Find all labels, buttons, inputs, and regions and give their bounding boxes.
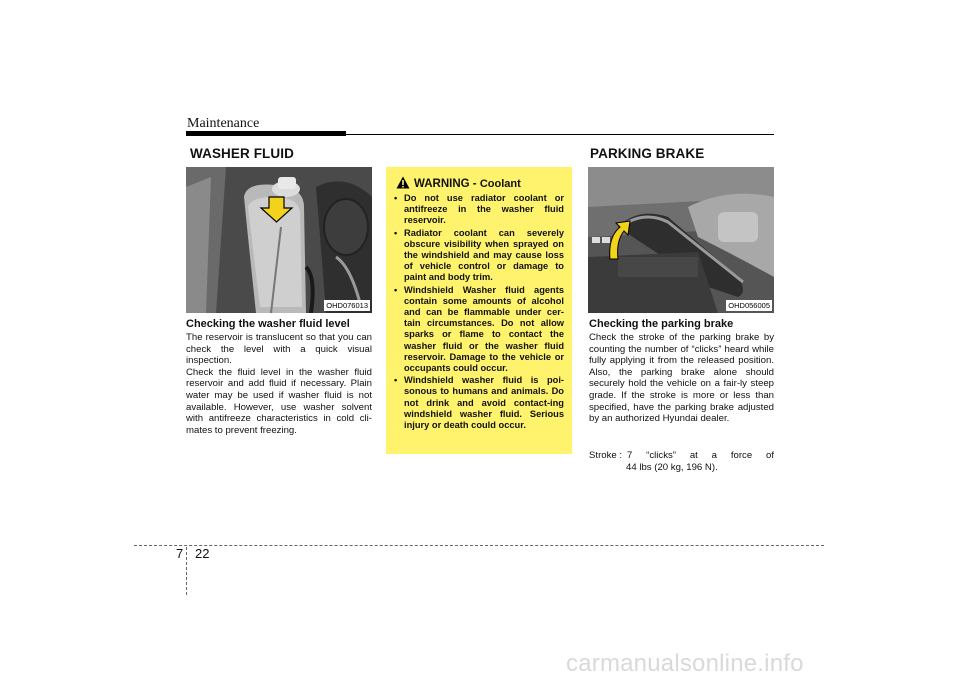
warning-box — [386, 167, 572, 454]
footer-vertical-divider — [186, 547, 187, 595]
parking-brake-heading: PARKING BRAKE — [590, 146, 705, 161]
warning-item: • Windshield Washer fluid agents contain some amounts of alcohol and can be flammable under cer-tain circumstances. Do not allow sparks or flame to contact the washer fluid or the washer fluid reservoir. Damage to the vehicle or occupants could occur. — [394, 284, 564, 374]
parking-body: Check the stroke of the parking brake by counting the number of “clicks” heard while fully applying it from the released position. Also, the parking brake alone should securely hold the vehicle on a fair-ly steep grade. If the stroke is more or less than specified, have the parking brake adjusted by an authorized Hyundai dealer. — [589, 332, 774, 425]
washer-photo-code: OHD076013 — [326, 301, 368, 310]
stroke-label: Stroke : — [589, 450, 623, 461]
warning-item: • Do not use radiator coolant or antifreeze in the washer fluid reservoir. — [394, 193, 564, 226]
washer-body — [186, 332, 372, 436]
parking-photo-code: OHD056005 — [728, 301, 770, 310]
footer-divider — [134, 545, 824, 546]
header-rule-thin — [346, 134, 774, 135]
washer-paragraph: Check the fluid level in the washer fluid reservoir and add fluid if necessary. Plain water may be used if washer fluid is not available. However, use washer solvent with antifreeze characteristics in cold cli-mates to prevent freezing. — [186, 366, 372, 436]
warning-label: WARNING - — [414, 178, 477, 190]
stroke-spec — [589, 450, 774, 473]
washer-fluid-heading: WASHER FLUID — [190, 146, 294, 161]
warning-topic: Coolant — [479, 178, 521, 190]
warning-item: • Windshield washer fluid is poi-sonous to humans and animals. Do not drink and avoid contact-ing windshield washer fluid. Serious injury or death could occur. — [394, 375, 564, 431]
stroke-value: 7 “clicks” at a force of — [627, 450, 774, 461]
washer-paragraph: The reservoir is translucent so that you can check the level with a quick visual inspection. — [186, 332, 372, 367]
parking-subheading: Checking the parking brake — [589, 318, 734, 330]
watermark-text: carmanualsonline.info — [566, 650, 804, 677]
chapter-number: 7 — [176, 546, 184, 561]
warning-item: • Radiator coolant can severely obscure visibility when sprayed on the windshield and may cause loss of vehicle control or damage to paint and body trim. — [394, 227, 564, 283]
stroke-value-continued: 44 lbs (20 kg, 196 N). — [626, 461, 718, 473]
washer-reservoir-photo — [186, 167, 372, 313]
section-title: Maintenance — [187, 116, 260, 131]
warning-title — [414, 178, 521, 190]
parking-brake-photo — [588, 167, 774, 313]
page-number: 22 — [195, 546, 210, 561]
warning-list — [392, 193, 564, 432]
washer-subheading: Checking the washer fluid level — [186, 318, 350, 330]
header-rule-thick — [186, 131, 346, 136]
warning-triangle-icon — [396, 176, 410, 189]
